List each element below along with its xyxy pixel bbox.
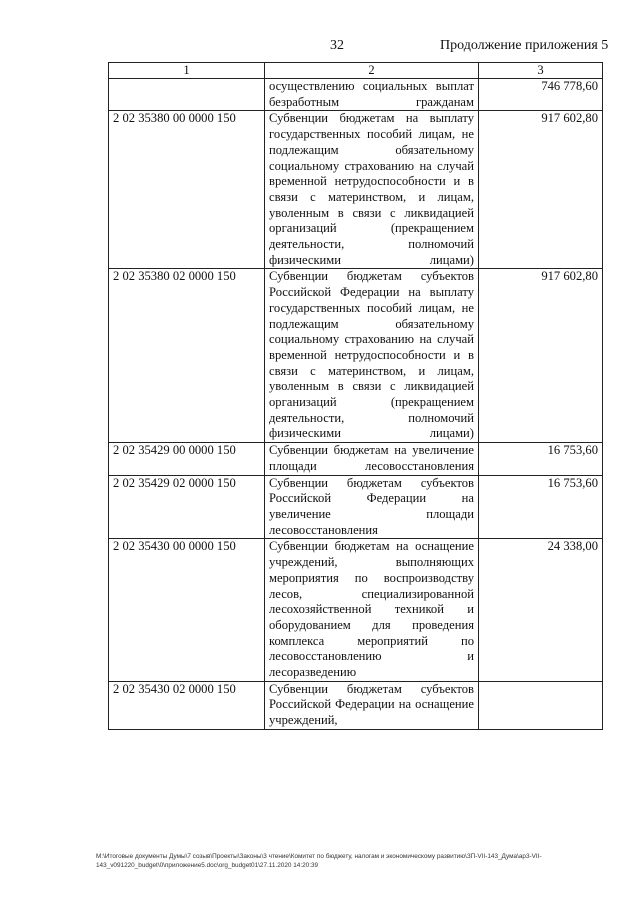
row-description: Субвенции бюджетам субъектов Российской Федерации на выплату государственных пособий лицам, не подлежащим обязательному социальному страхованию на случай временной нетрудоспособности и в связи с материнством, и лицам, уволенным в связи с ликвидацией организаций (прекращением деятельности, полномочий физическими лицами) <box>265 269 479 443</box>
budget-table <box>108 62 603 730</box>
row-amount: 24 338,00 <box>479 539 603 681</box>
row-code: 2 02 35430 00 0000 150 <box>109 539 265 681</box>
table-row <box>109 539 603 681</box>
row-amount: 917 602,80 <box>479 269 603 443</box>
table-header-row <box>109 63 603 79</box>
row-code: 2 02 35380 00 0000 150 <box>109 111 265 269</box>
row-description: Субвенции бюджетам субъектов Российской Федерации на оснащение учреждений, <box>265 681 479 729</box>
row-description: Субвенции бюджетам на оснащение учреждений, выполняющих мероприятия по воспроизводству лесов, специализированной лесохозяйственной техникой и оборудованием для проведения комплекса мероприятий по лесовосстановлению и лесоразведению <box>265 539 479 681</box>
continuation-label: Продолжение приложения 5 <box>440 38 609 53</box>
row-code: 2 02 35429 00 0000 150 <box>109 443 265 475</box>
row-amount: 16 753,60 <box>479 475 603 539</box>
row-code: 2 02 35430 02 0000 150 <box>109 681 265 729</box>
row-amount: 746 778,60 <box>479 79 603 111</box>
row-description: Субвенции бюджетам на увеличение площади лесовосстановления <box>265 443 479 475</box>
row-code <box>109 79 265 111</box>
column-header-2: 2 <box>265 63 479 79</box>
row-code: 2 02 35380 02 0000 150 <box>109 269 265 443</box>
row-amount <box>479 681 603 729</box>
row-description: осуществлению социальных выплат безработным гражданам <box>265 79 479 111</box>
table-row <box>109 111 603 269</box>
row-description: Субвенции бюджетам на выплату государственных пособий лицам, не подлежащим обязательному социальному страхованию на случай временной нетрудоспособности и в связи с материнством, и лицам, уволенным в связи с ликвидацией организаций (прекращением деятельности, полномочий физическими лицами) <box>265 111 479 269</box>
column-header-1: 1 <box>109 63 265 79</box>
table-row <box>109 475 603 539</box>
row-amount: 16 753,60 <box>479 443 603 475</box>
column-header-3: 3 <box>479 63 603 79</box>
footer-file-path: M:\Итоговые документы Думы\7 созыв\Проекты\Законы\3 чтение\Комитет по бюджету, налогам и экономическому развитию\ЗП-VII-143_Дума\ар3-VII-143_v091220_budget\0\приложение5.doc\org_budget01\27.11.2020 14:20:39 <box>96 853 542 869</box>
row-code: 2 02 35429 02 0000 150 <box>109 475 265 539</box>
table-row <box>109 269 603 443</box>
page-number: 32 <box>330 38 344 53</box>
row-description: Субвенции бюджетам субъектов Российской Федерации на увеличение площади лесовосстановления <box>265 475 479 539</box>
table-row <box>109 443 603 475</box>
row-amount: 917 602,80 <box>479 111 603 269</box>
table-row <box>109 79 603 111</box>
table-row <box>109 681 603 729</box>
